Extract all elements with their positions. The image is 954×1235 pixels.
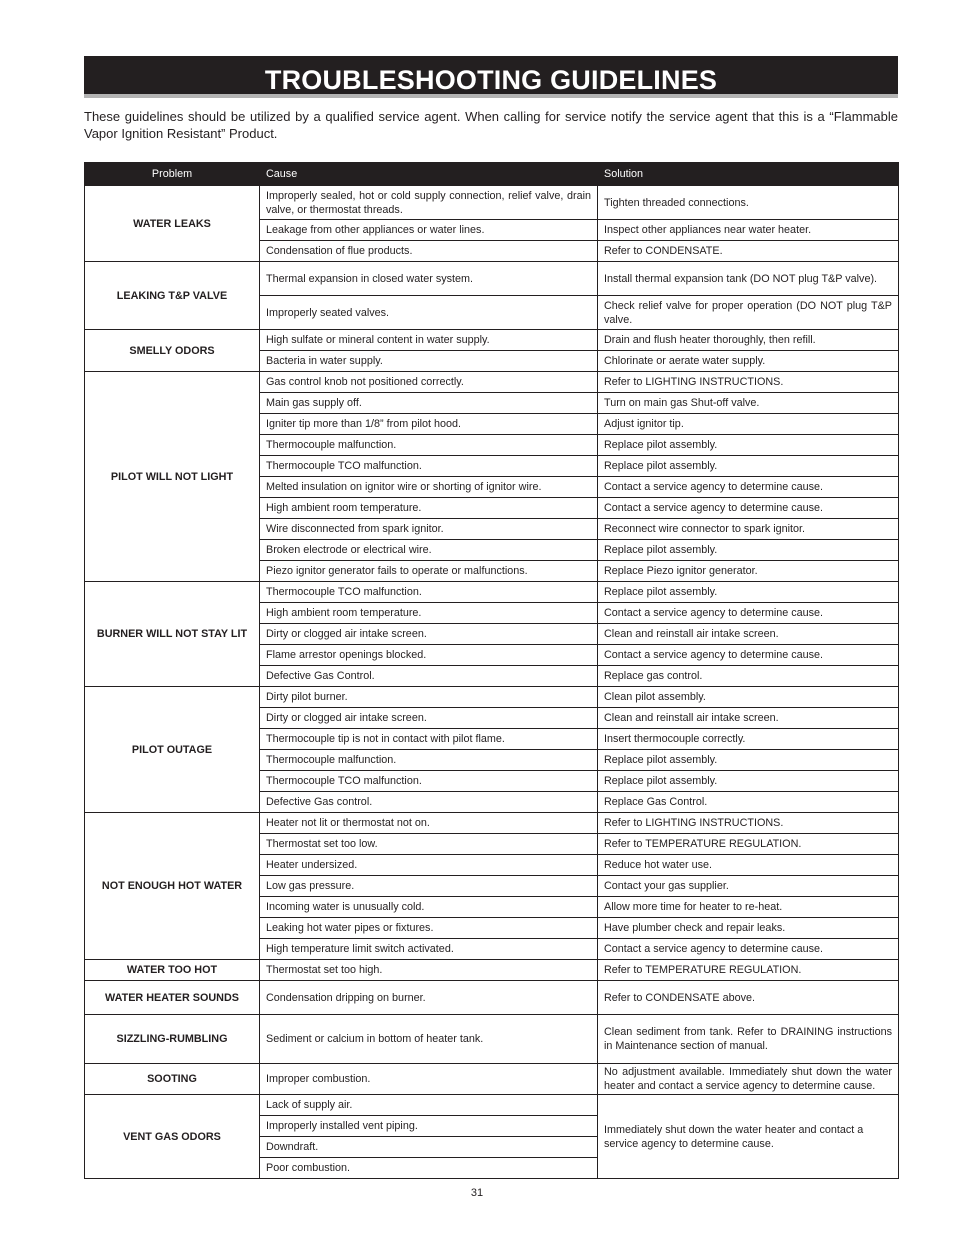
table-row [85,330,899,351]
cause-cell: Bacteria in water supply. [260,351,598,372]
cause-cell: Leakage from other appliances or water lines. [260,220,598,241]
cause-cell: Thermostat set too low. [260,834,598,855]
cause-cell: Dirty pilot burner. [260,687,598,708]
solution-cell: Check relief valve for proper operation (DO NOT plug T&P valve. [598,296,899,330]
cause-cell: High ambient room temperature. [260,603,598,624]
table-row [85,582,899,603]
table-row [85,960,899,981]
problem-cell: PILOT WILL NOT LIGHT [85,372,260,582]
solution-cell: Replace Piezo ignitor generator. [598,561,899,582]
solution-cell: Replace pilot assembly. [598,540,899,561]
cause-cell: Thermostat set too high. [260,960,598,981]
title-underline [84,94,898,98]
problem-cell: BURNER WILL NOT STAY LIT [85,582,260,687]
table-row [85,687,899,708]
table-row [85,1095,899,1116]
problem-cell: SOOTING [85,1064,260,1095]
solution-cell: Clean pilot assembly. [598,687,899,708]
solution-cell: Contact a service agency to determine cause. [598,645,899,666]
cause-cell: Thermocouple TCO malfunction. [260,456,598,477]
cause-cell: Dirty or clogged air intake screen. [260,624,598,645]
solution-cell: Immediately shut down the water heater and contact a service agency to determine cause. [598,1095,899,1179]
solution-cell: Replace gas control. [598,666,899,687]
table-row [85,186,899,220]
header-solution: Solution [598,163,899,186]
solution-cell: Clean and reinstall air intake screen. [598,624,899,645]
solution-cell: Contact a service agency to determine cause. [598,498,899,519]
solution-cell: Clean sediment from tank. Refer to DRAINING instructions in Maintenance section of manual. [598,1015,899,1064]
cause-cell: High temperature limit switch activated. [260,939,598,960]
solution-cell: Install thermal expansion tank (DO NOT plug T&P valve). [598,262,899,296]
solution-cell: Turn on main gas Shut-off valve. [598,393,899,414]
cause-cell: Lack of supply air. [260,1095,598,1116]
header-problem: Problem [85,163,260,186]
cause-cell: Leaking hot water pipes or fixtures. [260,918,598,939]
cause-cell: Thermocouple malfunction. [260,435,598,456]
cause-cell: Thermal expansion in closed water system. [260,262,598,296]
cause-cell: Improperly seated valves. [260,296,598,330]
table-row [85,813,899,834]
cause-cell: High ambient room temperature. [260,498,598,519]
cause-cell: Thermocouple TCO malfunction. [260,582,598,603]
cause-cell: Improper combustion. [260,1064,598,1095]
table-header-row [85,163,899,186]
cause-cell: Improperly sealed, hot or cold supply connection, relief valve, drain valve, or thermostat threads. [260,186,598,220]
cause-cell: Melted insulation on ignitor wire or shorting of ignitor wire. [260,477,598,498]
solution-cell: Refer to LIGHTING INSTRUCTIONS. [598,372,899,393]
solution-cell: Refer to LIGHTING INSTRUCTIONS. [598,813,899,834]
solution-cell: No adjustment available. Immediately shut down the water heater and contact a service agency to determine cause. [598,1064,899,1095]
cause-cell: Improperly installed vent piping. [260,1116,598,1137]
table-row [85,1015,899,1064]
solution-cell: Reduce hot water use. [598,855,899,876]
problem-cell: WATER HEATER SOUNDS [85,981,260,1015]
solution-cell: Refer to CONDENSATE above. [598,981,899,1015]
cause-cell: High sulfate or mineral content in water supply. [260,330,598,351]
problem-cell: SIZZLING-RUMBLING [85,1015,260,1064]
cause-cell: Igniter tip more than 1/8” from pilot hood. [260,414,598,435]
intro-paragraph: These guidelines should be utilized by a qualified service agent. When calling for service notify the service agent that this is a “Flammable Vapor Ignition Resistant” Product. [84,109,898,141]
table-row [85,1064,899,1095]
problem-cell: NOT ENOUGH HOT WATER [85,813,260,960]
page-number: 31 [470,1187,484,1199]
cause-cell: Piezo ignitor generator fails to operate or malfunctions. [260,561,598,582]
cause-cell: Condensation dripping on burner. [260,981,598,1015]
cause-cell: Thermocouple TCO malfunction. [260,771,598,792]
solution-cell: Refer to TEMPERATURE REGULATION. [598,960,899,981]
solution-cell: Tighten threaded connections. [598,186,899,220]
solution-cell: Refer to TEMPERATURE REGULATION. [598,834,899,855]
solution-cell: Clean and reinstall air intake screen. [598,708,899,729]
cause-cell: Heater undersized. [260,855,598,876]
cause-cell: Poor combustion. [260,1158,598,1179]
header-cause: Cause [260,163,598,186]
problem-cell: VENT GAS ODORS [85,1095,260,1179]
cause-cell: Sediment or calcium in bottom of heater tank. [260,1015,598,1064]
solution-cell: Allow more time for heater to re-heat. [598,897,899,918]
solution-cell: Have plumber check and repair leaks. [598,918,899,939]
title-bar [84,56,898,94]
solution-cell: Replace pilot assembly. [598,771,899,792]
cause-cell: Flame arrestor openings blocked. [260,645,598,666]
cause-cell: Defective Gas control. [260,792,598,813]
problem-cell: WATER LEAKS [85,186,260,262]
cause-cell: Incoming water is unusually cold. [260,897,598,918]
cause-cell: Main gas supply off. [260,393,598,414]
solution-cell: Drain and flush heater thoroughly, then refill. [598,330,899,351]
cause-cell: Low gas pressure. [260,876,598,897]
solution-cell: Contact a service agency to determine cause. [598,603,899,624]
cause-cell: Defective Gas Control. [260,666,598,687]
table-body [85,186,899,1179]
solution-cell: Contact a service agency to determine cause. [598,477,899,498]
cause-cell: Thermocouple malfunction. [260,750,598,771]
solution-cell: Contact your gas supplier. [598,876,899,897]
troubleshooting-table [84,162,899,1179]
solution-cell: Replace Gas Control. [598,792,899,813]
table-row [85,372,899,393]
table-row [85,262,899,296]
solution-cell: Replace pilot assembly. [598,456,899,477]
cause-cell: Wire disconnected from spark ignitor. [260,519,598,540]
cause-cell: Condensation of flue products. [260,241,598,262]
solution-cell: Replace pilot assembly. [598,750,899,771]
problem-cell: PILOT OUTAGE [85,687,260,813]
cause-cell: Heater not lit or thermostat not on. [260,813,598,834]
solution-cell: Insert thermocouple correctly. [598,729,899,750]
cause-cell: Broken electrode or electrical wire. [260,540,598,561]
solution-cell: Replace pilot assembly. [598,435,899,456]
problem-cell: SMELLY ODORS [85,330,260,372]
solution-cell: Chlorinate or aerate water supply. [598,351,899,372]
cause-cell: Downdraft. [260,1137,598,1158]
page-title: TROUBLESHOOTING GUIDELINES [264,64,718,95]
solution-cell: Inspect other appliances near water heater. [598,220,899,241]
problem-cell: WATER TOO HOT [85,960,260,981]
solution-cell: Replace pilot assembly. [598,582,899,603]
solution-cell: Contact a service agency to determine cause. [598,939,899,960]
cause-cell: Thermocouple tip is not in contact with pilot flame. [260,729,598,750]
cause-cell: Dirty or clogged air intake screen. [260,708,598,729]
cause-cell: Gas control knob not positioned correctly. [260,372,598,393]
solution-cell: Refer to CONDENSATE. [598,241,899,262]
solution-cell: Reconnect wire connector to spark ignitor. [598,519,899,540]
problem-cell: LEAKING T&P VALVE [85,262,260,330]
solution-cell: Adjust ignitor tip. [598,414,899,435]
table-row [85,981,899,1015]
